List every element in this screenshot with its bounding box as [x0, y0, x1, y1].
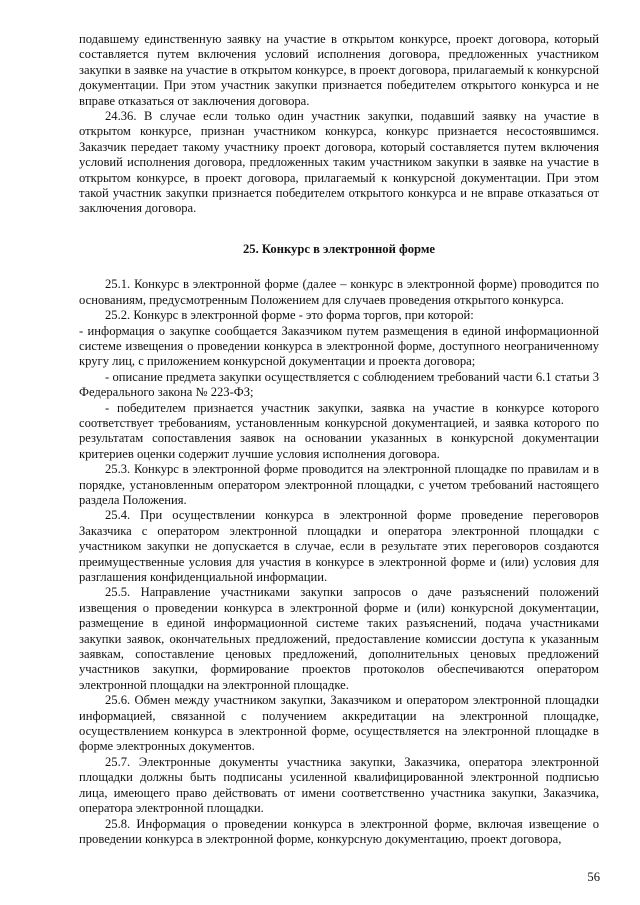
paragraph-25-5: 25.5. Направление участниками закупки запросов о даче разъяснений положений извещения о проведении конкурса в электронной форме и (или) конкурсной документации, размещение в единой информационной системе таких разъяснений, подача участниками закупки заявок, окончательных предложений, предоставление комиссии доступа к указанным заявкам, сопоставление ценовых предложений, дополнительных ценовых предложений участников закупки, формирование проектов протоколов обеспечиваются оператором электронной площадки на электронной площадке. [79, 585, 599, 692]
paragraph-25-8: 25.8. Информация о проведении конкурса в электронной форме, включая извещение о проведении конкурса в электронной форме, конкурсную документацию, проект договора, [79, 816, 599, 846]
bullet-item-2: - описание предмета закупки осуществляется с соблюдением требований части 6.1 статьи 3 Федерального закона № 223-ФЗ; [79, 369, 599, 400]
page-number: 56 [587, 870, 600, 884]
paragraph-25-7: 25.7. Электронные документы участника закупки, Заказчика, оператора электронной площадки должны быть подписаны усиленной квалифицированной электронной подписью лица, имеющего право действовать от имени соответственно участника закупки, Заказчика, оператора электронной площадки. [79, 754, 599, 816]
paragraph-25-1: 25.1. Конкурс в электронной форме (далее – конкурс в электронной форме) проводится по основаниям, предусмотренным Положением для случаев проведения открытого конкурса. [79, 277, 599, 307]
bullet-item-3: - победителем признается участник закупки, заявка на участие в конкурсе которого соответствует требованиям, установленным конкурсной документацией, и заявка которого по результатам сопоставления заявок на основании указанных в конкурсной документации критериев оценки содержит лучшие условия исполнения договора. [79, 400, 599, 461]
document-page [79, 32, 599, 847]
paragraph-25-3: 25.3. Конкурс в электронной форме проводится на электронной площадке по правилам и в порядке, установленным оператором электронной площадки, с учетом требований настоящего раздела Положения. [79, 462, 599, 507]
paragraph-25-2: 25.2. Конкурс в электронной форме - это форма торгов, при которой: [105, 308, 474, 323]
bullet-item-1: - информация о закупке сообщается Заказчиком путем размещения в единой информационной системе извещения о проведении конкурса в электронной форме, доступного неограниченному кругу лиц, с приложением конкурсной документации и проекта договора; [79, 323, 599, 369]
paragraph-24-36: 24.36. В случае если только один участник закупки, подавший заявку на участие в открытом конкурсе, признан участником конкурса, конкурс признается несостоявшимся. Заказчик передает такому участнику проект договора, который составляется путем включения условий исполнения договора, предложенных таким участником закупки в заявке на участие в открытом конкурсе, в проект договора, прилагаемый к конкурсной документации. При этом такой участник закупки признается победителем открытого конкурса и не вправе отказаться от заключения договора. [79, 109, 599, 216]
paragraph-25-4: 25.4. При осуществлении конкурса в электронной форме проведение переговоров Заказчика с оператором электронной площадки и оператора электронной площадки с участником закупки не допускается в случае, если в результате этих переговоров создаются преимущественные условия для участия в конкурсе в электронной форме и (или) условия для разглашения конфиденциальной информации. [79, 508, 599, 584]
paragraph-25-6: 25.6. Обмен между участником закупки, Заказчиком и оператором электронной площадки информацией, связанной с получением аккредитации на электронной площадке, осуществлением конкурса в электронной форме, осуществляется на электронной площадке в форме электронных документов. [79, 693, 599, 754]
section-heading: 25. Конкурс в электронной форме [243, 241, 435, 256]
continuation-paragraph: подавшему единственную заявку на участие в открытом конкурсе, проект договора, который составляется путем включения условий исполнения договора, предложенных участником закупки в заявке на участие в открытом конкурсе, в проект договора, прилагаемый к конкурсной документации. При этом участник закупки признается победителем открытого конкурса и не вправе отказаться от заключения договора. [79, 32, 599, 108]
